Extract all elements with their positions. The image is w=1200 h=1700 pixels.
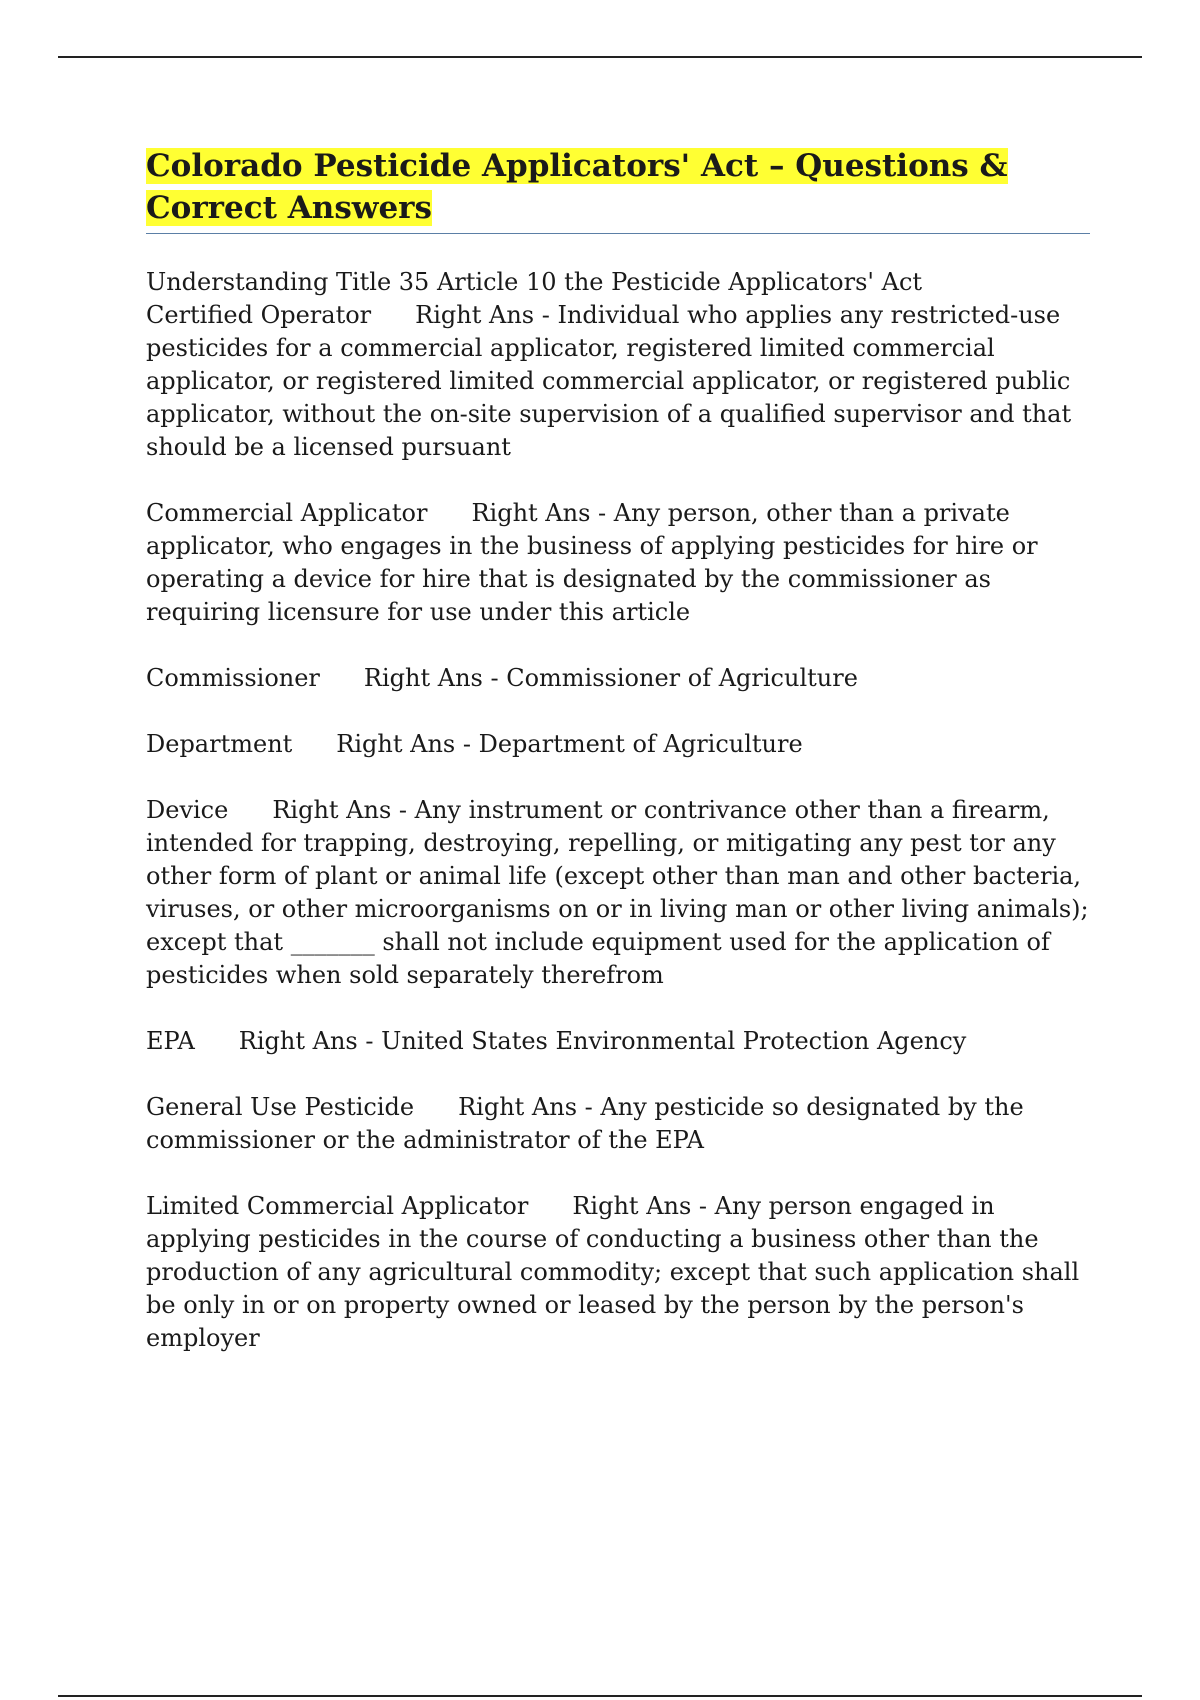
qa-entry: [146, 1025, 1090, 1058]
qa-entry: [146, 728, 1090, 761]
qa-term: Device: [146, 796, 229, 824]
footer-rule: [58, 1695, 1142, 1697]
qa-answer: Any person engaged in applying pesticides in the course of conducting a business other than the production of any agricultural commodity; except that such application shall be only in or on property owned or leased by the person by the person's employer: [146, 1192, 1087, 1352]
document-title: [146, 145, 1090, 229]
answer-prefix: Right Ans -: [272, 796, 415, 824]
qa-term: General Use Pesticide: [146, 1093, 415, 1121]
answer-prefix: Right Ans -: [471, 499, 614, 527]
qa-answer: Commissioner of Agriculture: [506, 664, 858, 692]
answer-prefix: Right Ans -: [415, 301, 558, 329]
qa-term: Certified Operator: [146, 301, 372, 329]
qa-answer: Department of Agriculture: [478, 730, 803, 758]
header-rule: [58, 56, 1142, 58]
answer-prefix: Right Ans -: [238, 1027, 382, 1055]
qa-entry: [146, 1091, 1090, 1157]
answer-prefix: Right Ans -: [572, 1192, 715, 1220]
qa-term: EPA: [146, 1027, 195, 1055]
intro-line: Understanding Title 35 Article 10 the Pesticide Applicators' Act: [146, 268, 923, 296]
answer-prefix: Right Ans -: [458, 1093, 601, 1121]
qa-answer: Any instrument or contrivance other than a firearm, intended for trapping, destroying, repelling, or mitigating any pest tor any other form of plant or animal life (except other than man and other bacteria, viruses, or other microorganisms on or in living man or other living animals); except that _______ shall not include equipment used for the application of pesticides when sold separately therefrom: [146, 796, 1097, 989]
qa-entry: [146, 497, 1090, 629]
title-block: [146, 145, 1090, 234]
qa-term: Limited Commercial Applicator: [146, 1192, 529, 1220]
qa-answer: Individual who applies any restricted-use pesticides for a commercial applicator, registered limited commercial applicator, or registered limited commercial applicator, or registered public applicator, without the on-site supervision of a qualified supervisor and that should be a licensed pursuant: [146, 301, 1079, 461]
qa-term: Department: [146, 730, 293, 758]
qa-answer: United States Environmental Protection Agency: [381, 1027, 967, 1055]
qa-answer: Any person, other than a private applicator, who engages in the business of applying pesticides for hire or operating a device for hire that is designated by the commissioner as requiring licensure for use under this article: [146, 499, 1046, 626]
answer-prefix: Right Ans -: [363, 664, 507, 692]
document-page: [146, 145, 1097, 1388]
qa-entry: [146, 662, 1090, 695]
answer-prefix: Right Ans -: [336, 730, 479, 758]
qa-entry: [146, 794, 1097, 992]
qa-term: Commissioner: [146, 664, 320, 692]
qa-entry: [146, 1190, 1090, 1355]
title-highlight: Colorado Pesticide Applicators' Act – Questions & Correct Answers: [146, 148, 1008, 226]
qa-entry: [146, 299, 1090, 464]
qa-answer: Any pesticide so designated by the commissioner or the administrator of the EPA: [146, 1093, 1032, 1154]
qa-list: [146, 299, 1097, 1355]
qa-term: Commercial Applicator: [146, 499, 428, 527]
